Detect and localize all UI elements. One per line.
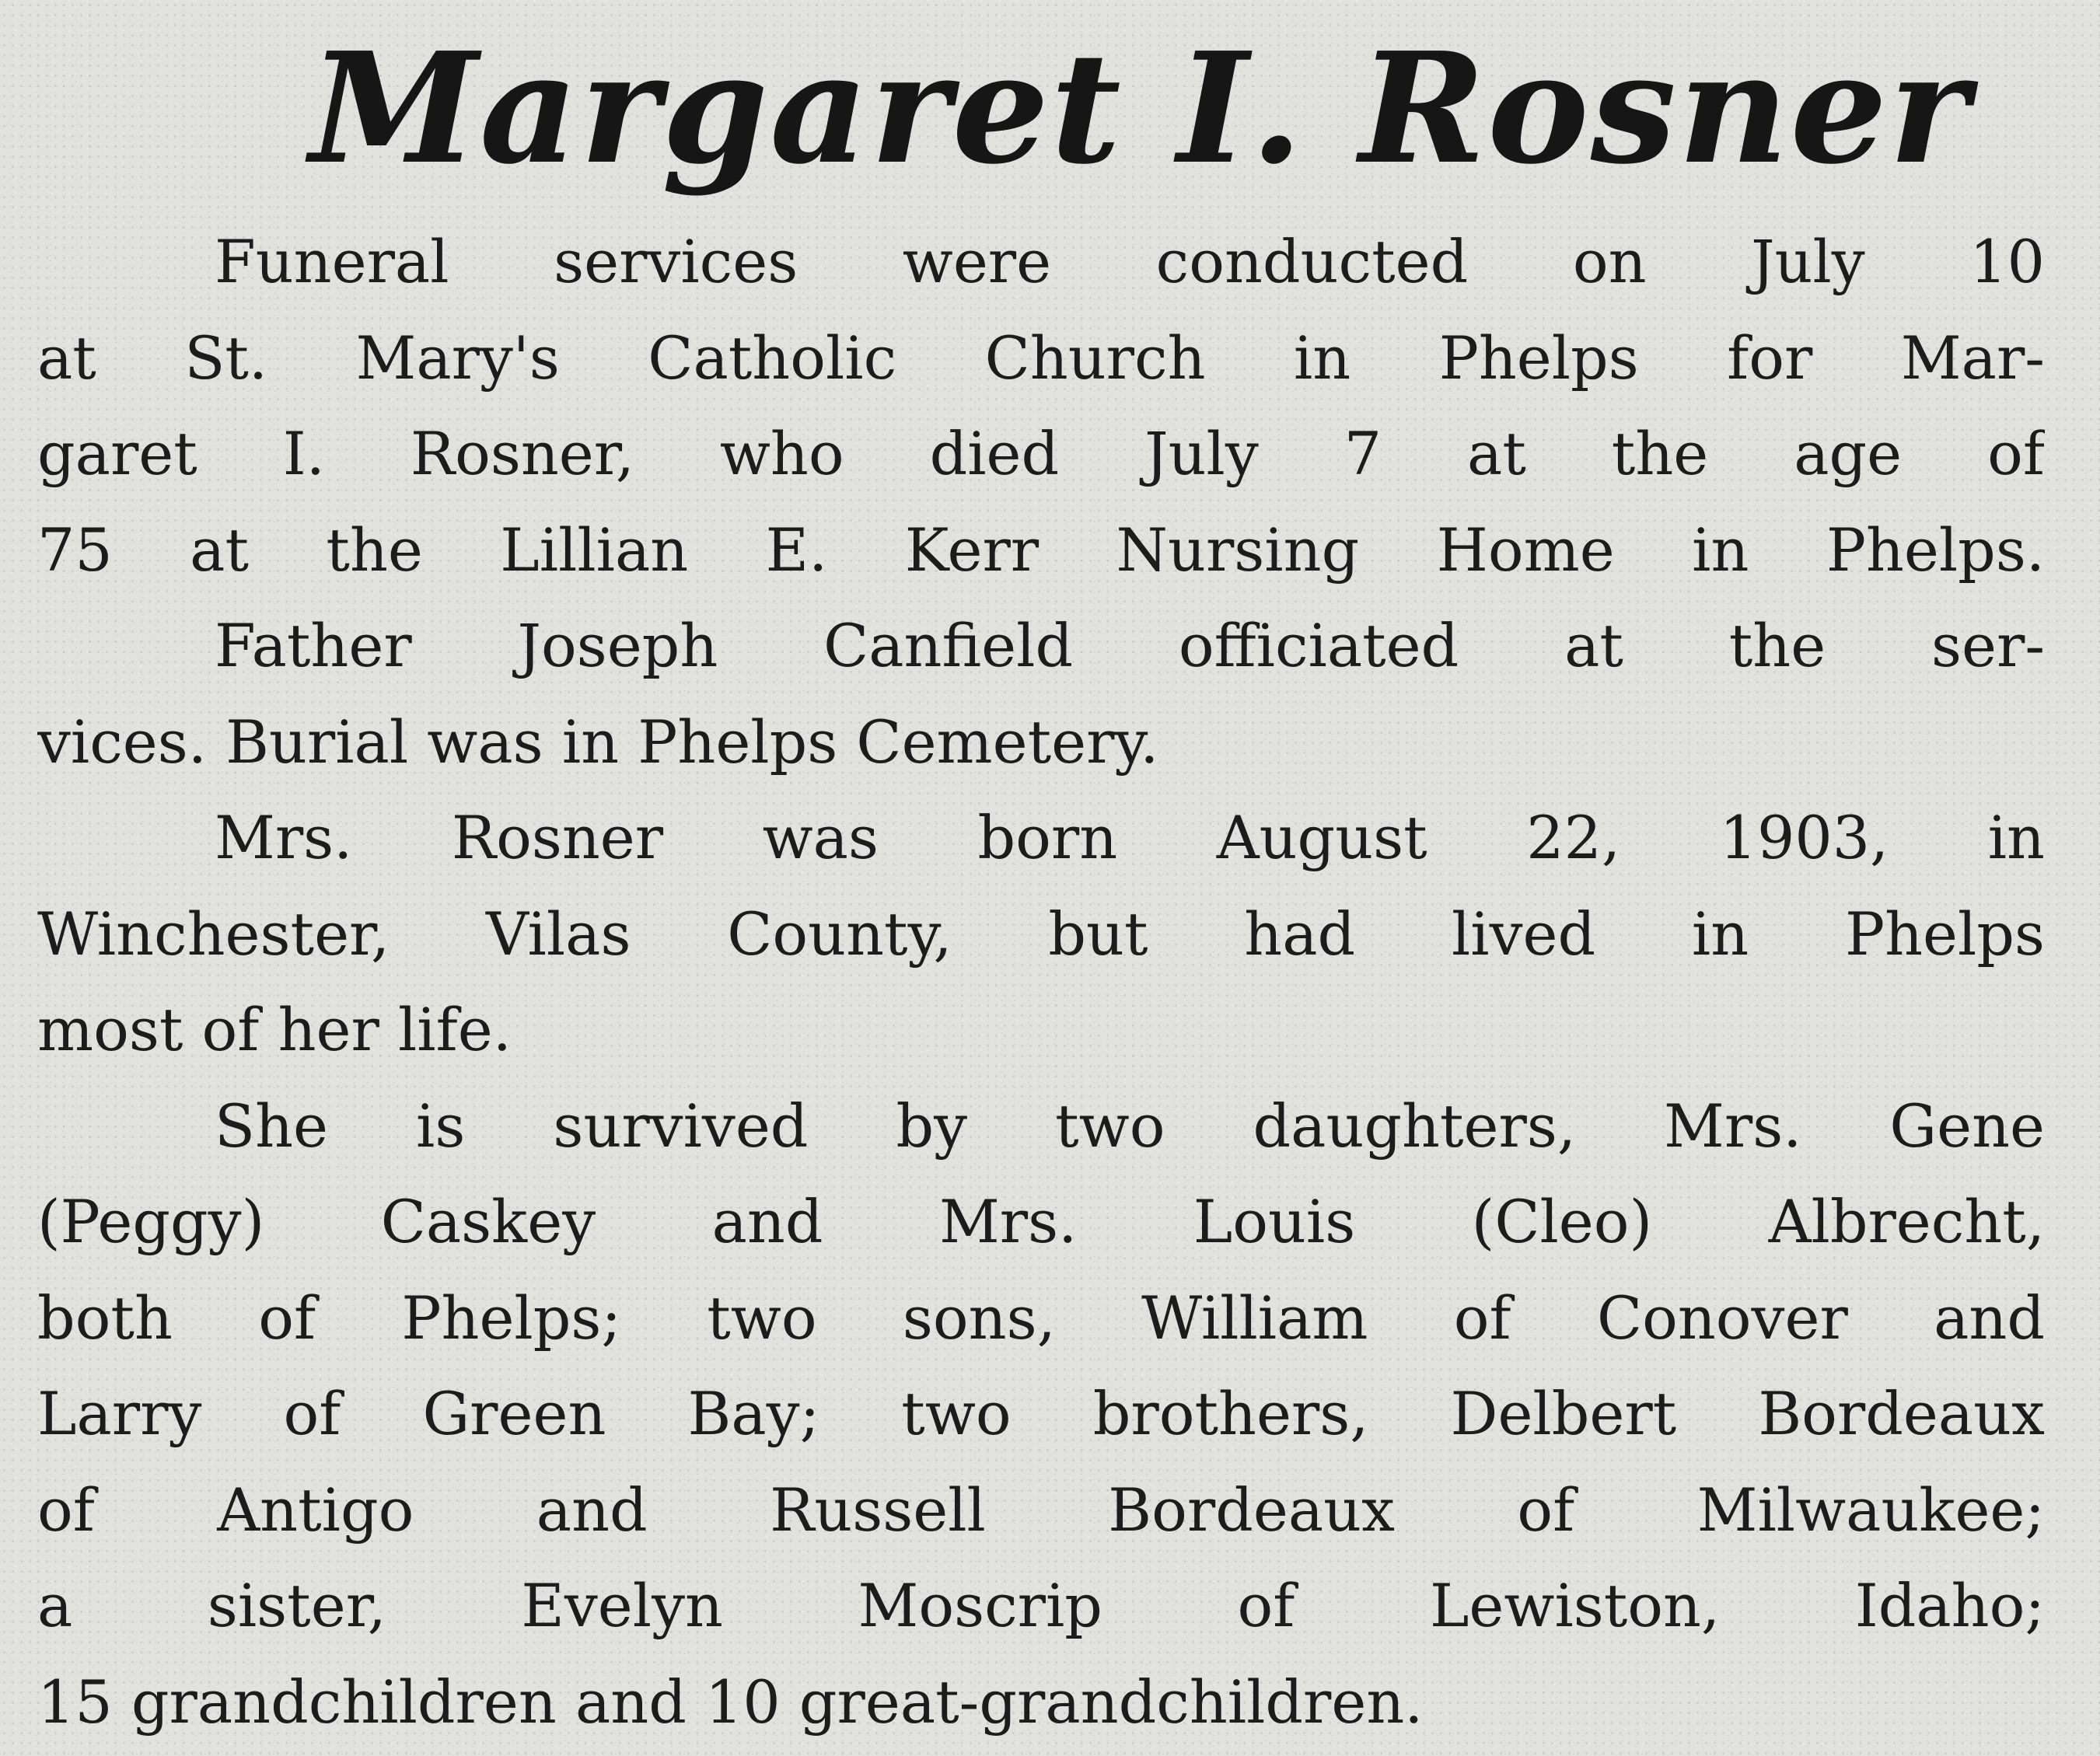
- text-line: Funeral services were conducted on July 10: [215, 227, 2045, 296]
- paragraph-birth: [37, 790, 2045, 1078]
- text-line: most of her life.: [37, 995, 512, 1064]
- text-line: at St. Mary's Catholic Church in Phelps for Mar-: [37, 323, 2045, 393]
- text-line: 75 at the Lillian E. Kerr Nursing Home in Phelps.: [37, 515, 2045, 585]
- text-line: vices. Burial was in Phelps Cemetery.: [37, 707, 1159, 777]
- text-line: both of Phelps; two sons, William of Conover and: [37, 1283, 2045, 1353]
- obituary-body: [37, 214, 2045, 1750]
- text-line: Father Joseph Canfield officiated at the ser-: [215, 611, 2045, 680]
- text-line: of Antigo and Russell Bordeaux of Milwaukee;: [37, 1475, 2045, 1545]
- text-line: Mrs. Rosner was born August 22, 1903, in: [215, 803, 2045, 872]
- obituary-headline: Margaret I. Rosner: [309, 19, 1971, 198]
- text-line: a sister, Evelyn Moscrip of Lewiston, Idaho;: [37, 1571, 2045, 1640]
- text-line: garet I. Rosner, who died July 7 at the age of: [37, 419, 2045, 488]
- text-line: Larry of Green Bay; two brothers, Delbert Bordeaux: [37, 1379, 2045, 1448]
- text-line: Winchester, Vilas County, but had lived in Phelps: [37, 899, 2045, 969]
- text-line: (Peggy) Caskey and Mrs. Louis (Cleo) Albrecht,: [37, 1187, 2045, 1256]
- paragraph-officiant: [37, 598, 2045, 790]
- text-line: 15 grandchildren and 10 great-grandchildren.: [37, 1667, 1424, 1737]
- paragraph-survivors: [37, 1078, 2045, 1751]
- paragraph-funeral-services: [37, 214, 2045, 598]
- text-line: She is survived by two daughters, Mrs. Gene: [215, 1091, 2045, 1161]
